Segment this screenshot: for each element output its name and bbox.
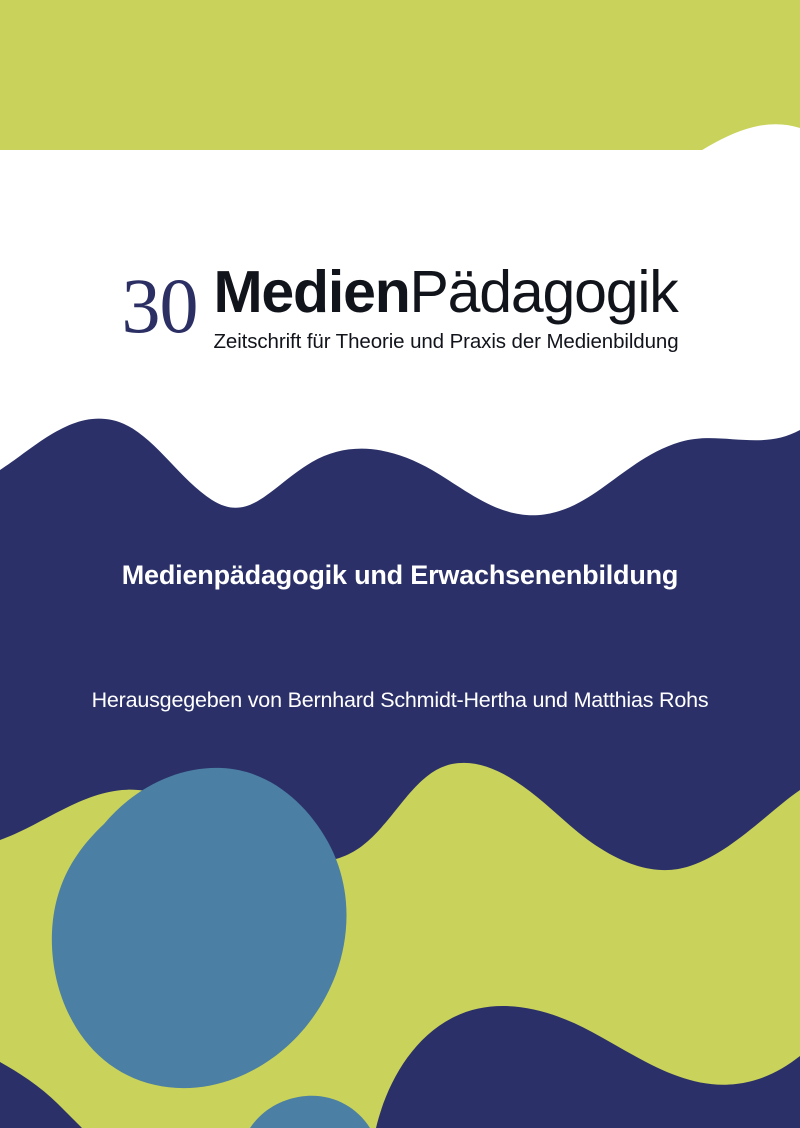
masthead xyxy=(0,259,800,354)
journal-subtitle: Zeitschrift für Theorie und Praxis der Medienbildung xyxy=(213,330,679,354)
journal-title-bold: Medien xyxy=(213,259,410,325)
editors-line: Herausgegeben von Bernhard Schmidt-Hertha und Matthias Rohs xyxy=(91,688,709,712)
issue-title: Medienpädagogik und Erwachsenenbildung xyxy=(121,560,679,590)
journal-title xyxy=(213,259,678,325)
journal-title-light: Pädagogik xyxy=(409,259,678,325)
issue-number: 30 xyxy=(121,262,198,349)
masthead-row xyxy=(0,259,800,354)
journal-title-block xyxy=(213,259,679,354)
